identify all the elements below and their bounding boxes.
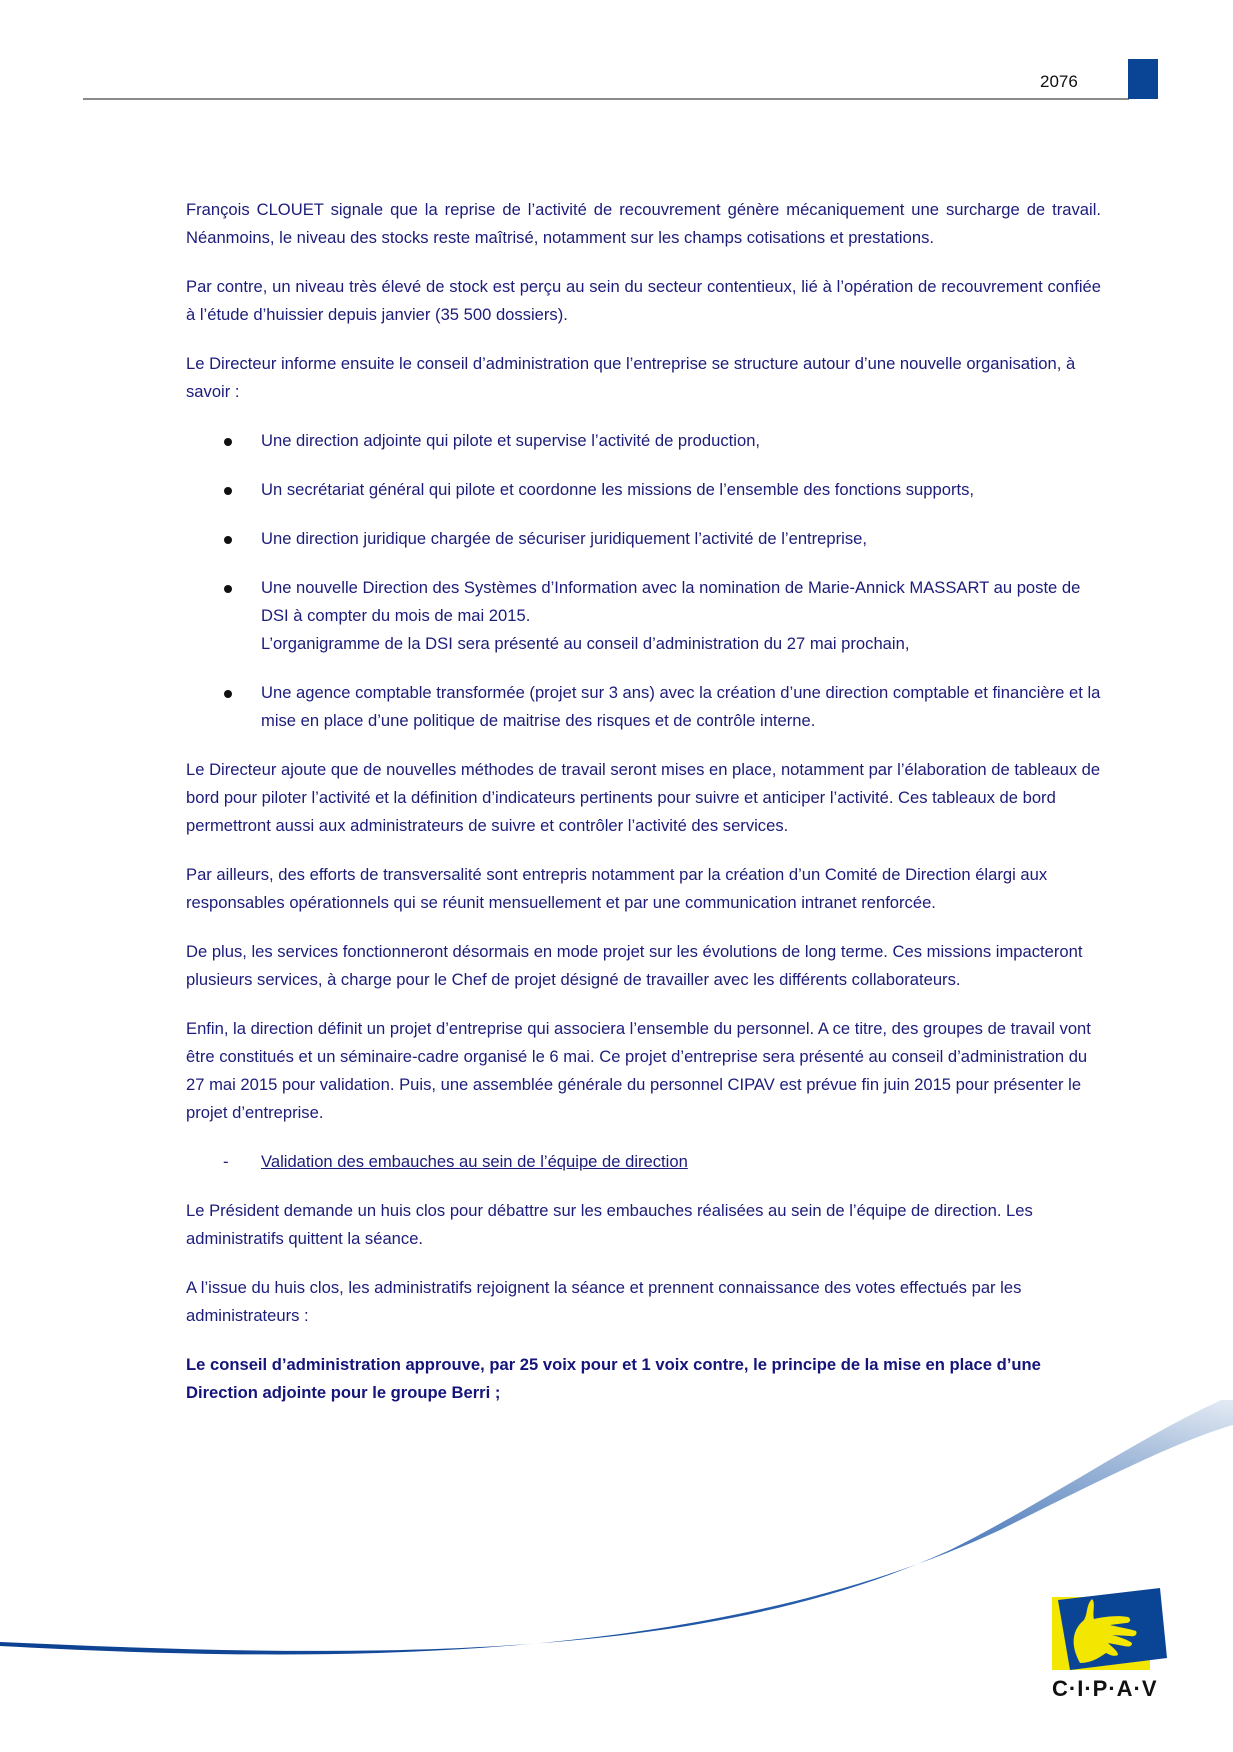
paragraph: Enfin, la direction définit un projet d’entreprise qui associera l’ensemble du personnel. A ce titre, des groupes de travail vont être constitués et un séminaire-cadre organisé le 6 mai. Ce projet d’entreprise sera présenté au conseil d’administration du 27 mai 2015 pour validation. Puis, une assemblée générale du personnel CIPAV est prévue fin juin 2015 pour présenter le projet d’entreprise.	[186, 1019, 1091, 1122]
paragraph: Le Directeur informe ensuite le conseil d’administration que l’entreprise se structure autour d’une nouvelle organisation, à savoir :	[186, 354, 1076, 401]
bullet-icon	[224, 438, 232, 446]
paragraph: Le Président demande un huis clos pour débattre sur les embauches réalisées au sein de l’équipe de direction. Les administratifs quittent la séance.	[186, 1201, 1033, 1248]
header-rule	[83, 98, 1129, 100]
paragraph: Le Directeur ajoute que de nouvelles méthodes de travail seront mises en place, notamment par l’élaboration de tableaux de bord pour piloter l’activité et la définition d’indicateurs pertinents pour suivre et anticiper l’activité. Ces tableaux de bord permettront aussi aux administrateurs de suivre et contrôler l’activité des services.	[186, 760, 1101, 835]
logo-wordmark: C·I·P·A·V	[1052, 1676, 1158, 1701]
paragraph: Par contre, un niveau très élevé de stock est perçu au sein du secteur contentieux, lié à l’opération de recouvrement confiée à l’étude d’huissier depuis janvier (35 500 dossiers).	[186, 277, 1101, 324]
paragraph: Par ailleurs, des efforts de transversalité sont entrepris notamment par la création d’un Comité de Direction élargi aux responsables opérationnels qui se réunit mensuellement et par une communication intranet renforcée.	[186, 865, 1048, 912]
section-title: Validation des embauches au sein de l’équipe de direction	[261, 1152, 688, 1171]
bullet-icon	[224, 536, 232, 544]
list-item: Un secrétariat général qui pilote et coordonne les missions de l’ensemble des fonctions supports,	[186, 476, 1101, 504]
document-body	[186, 196, 1101, 1428]
bullet-icon	[224, 585, 232, 593]
paragraph: De plus, les services fonctionneront désormais en mode projet sur les évolutions de long terme. Ces missions impacteront plusieurs services, à charge pour le Chef de projet désigné de travailler avec les différents collaborateurs.	[186, 942, 1083, 989]
paragraph: François CLOUET signale que la reprise de l’activité de recouvrement génère mécaniquement une surcharge de travail. Néanmoins, le niveau des stocks reste maîtrisé, notamment sur les champs cotisations et prestations.	[186, 200, 1101, 247]
bullet-icon	[224, 690, 232, 698]
list-item: Une agence comptable transformée (projet sur 3 ans) avec la création d’une direction comptable et financière et la mise en place d’une politique de maitrise des risques et de contrôle interne.	[186, 679, 1101, 735]
page-number: 2076	[1040, 72, 1078, 91]
bullet-icon	[224, 487, 232, 495]
list-item: Une direction adjointe qui pilote et supervise l’activité de production,	[186, 427, 1101, 455]
list-item: Une nouvelle Direction des Systèmes d’Information avec la nomination de Marie-Annick MASSART au poste de DSI à compter du mois de mai 2015. L’organigramme de la DSI sera présenté au conseil d’administration du 27 mai prochain,	[186, 574, 1101, 658]
organisation-list	[186, 427, 1101, 735]
section-heading: - Validation des embauches au sein de l’équipe de direction	[223, 1152, 688, 1171]
list-item: Une direction juridique chargée de sécuriser juridiquement l’activité de l’entreprise,	[186, 525, 1101, 553]
paragraph: A l’issue du huis clos, les administratifs rejoignent la séance et prennent connaissance des votes effectués par les administrateurs :	[186, 1278, 1022, 1325]
header-accent-block	[1128, 59, 1158, 99]
decision-paragraph: Le conseil d’administration approuve, par 25 voix pour et 1 voix contre, le principe de la mise en place d’une Direction adjointe pour le groupe Berri ;	[186, 1355, 1041, 1402]
